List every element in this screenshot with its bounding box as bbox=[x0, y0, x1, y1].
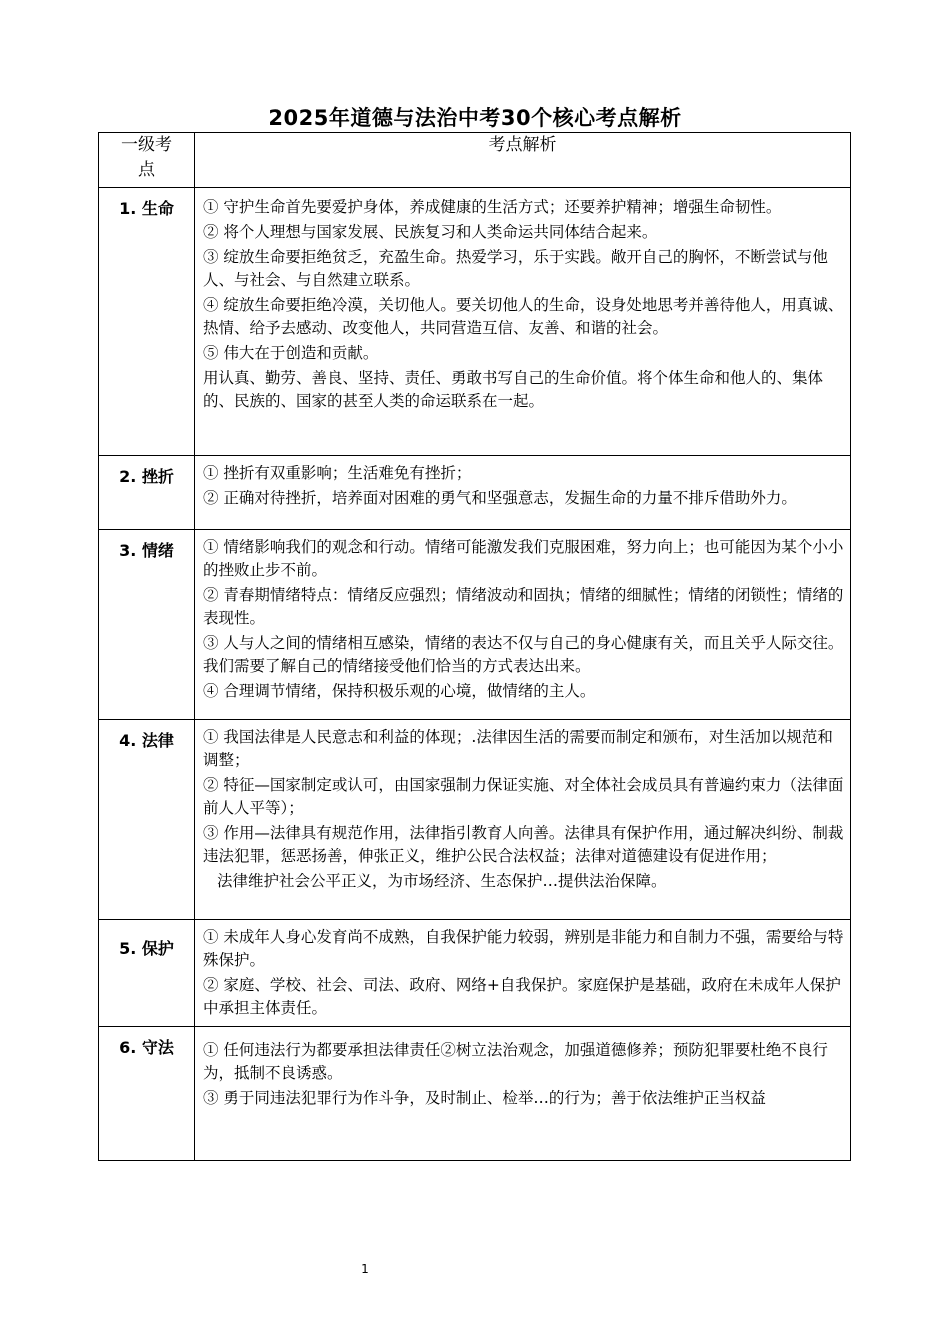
analysis-line: ③ 勇于同违法犯罪行为作斗争，及时制止、检举…的行为；善于依法维护正当权益 bbox=[203, 1089, 766, 1107]
analysis-line: ① 情绪影响我们的观念和行动。情绪可能激发我们克服困难，努力向上；也可能因为某个小小的挫败止步不前。 bbox=[203, 538, 844, 579]
page-title: 2025年道德与法治中考30个核心考点解析 bbox=[268, 106, 682, 130]
category-cell: 3. 情绪 bbox=[99, 530, 195, 720]
category-cell: 5. 保护 bbox=[99, 920, 195, 1027]
analysis-line: ② 特征—国家制定或认可，由国家强制力保证实施、对全体社会成员具有普遍约束力（法律面前人人平等）； bbox=[203, 776, 844, 817]
analysis-line: ③ 人与人之间的情绪相互感染，情绪的表达不仅与自己的身心健康有关，而且关乎人际交往。我们需要了解自己的情绪接受他们恰当的方式表达出来。 bbox=[203, 634, 844, 675]
table-row bbox=[99, 920, 851, 1027]
analysis-line: ① 挫折有双重影响；生活难免有挫折； bbox=[203, 464, 472, 482]
category-cell: 1. 生命 bbox=[99, 188, 195, 456]
analysis-line: 法律维护社会公平正义，为市场经济、生态保护…提供法治保障。 bbox=[217, 872, 667, 890]
analysis-cell bbox=[195, 530, 851, 720]
table-row bbox=[99, 530, 851, 720]
analysis-line: ② 正确对待挫折，培养面对困难的勇气和坚强意志，发掘生命的力量不排斥借助外力。 bbox=[203, 489, 797, 507]
header-category: 一级考点 bbox=[99, 133, 195, 188]
analysis-line: ③ 绽放生命要拒绝贫乏，充盈生命。热爱学习，乐于实践。敞开自己的胸怀，不断尝试与他人、与社会、与自然建立联系。 bbox=[203, 248, 828, 289]
analysis-cell bbox=[195, 720, 851, 920]
category-cell: 6. 守法 bbox=[99, 1027, 195, 1161]
header-analysis: 考点解析 bbox=[195, 133, 851, 188]
analysis-line: ② 家庭、学校、社会、司法、政府、网络+自我保护。家庭保护是基础，政府在未成年人保护中承担主体责任。 bbox=[203, 976, 841, 1017]
analysis-line: 用认真、勤劳、善良、坚持、责任、勇敢书写自己的生命价值。将个体生命和他人的、集体的、民族的、国家的甚至人类的命运联系在一起。 bbox=[203, 369, 824, 410]
analysis-line: ② 青春期情绪特点：情绪反应强烈；情绪波动和固执；情绪的细腻性；情绪的闭锁性；情绪的表现性。 bbox=[203, 586, 844, 627]
analysis-line: ② 将个人理想与国家发展、民族复习和人类命运共同体结合起来。 bbox=[203, 223, 658, 241]
analysis-line: ① 我国法律是人民意志和利益的体现；.法律因生活的需要而制定和颁布，对生活加以规范和调整； bbox=[203, 728, 833, 769]
table-header-row bbox=[99, 133, 851, 188]
analysis-line: ① 未成年人身心发育尚不成熟，自我保护能力较弱，辨别是非能力和自制力不强，需要给与特殊保护。 bbox=[203, 928, 844, 969]
table-row bbox=[99, 188, 851, 456]
exam-points-table bbox=[98, 132, 851, 1161]
analysis-cell bbox=[195, 456, 851, 530]
analysis-cell bbox=[195, 1027, 851, 1161]
table-row bbox=[99, 1027, 851, 1161]
analysis-line: ① 任何违法行为都要承担法律责任②树立法治观念，加强道德修养；预防犯罪要杜绝不良行为，抵制不良诱惑。 bbox=[203, 1041, 828, 1082]
table-row bbox=[99, 456, 851, 530]
table-row bbox=[99, 720, 851, 920]
page-number: 1 bbox=[361, 1262, 369, 1276]
analysis-cell bbox=[195, 188, 851, 456]
analysis-line: ④ 合理调节情绪，保持积极乐观的心境，做情绪的主人。 bbox=[203, 682, 596, 700]
category-cell: 4. 法律 bbox=[99, 720, 195, 920]
category-cell: 2. 挫折 bbox=[99, 456, 195, 530]
analysis-line: ⑤ 伟大在于创造和贡献。 bbox=[203, 344, 379, 362]
analysis-line: ① 守护生命首先要爱护身体，养成健康的生活方式；还要养护精神；增强生命韧性。 bbox=[203, 198, 782, 216]
analysis-line: ④ 绽放生命要拒绝冷漠，关切他人。要关切他人的生命，设身处地思考并善待他人，用真诚、热情、给予去感动、改变他人，共同营造互信、友善、和谐的社会。 bbox=[203, 296, 844, 337]
analysis-cell bbox=[195, 920, 851, 1027]
analysis-line: ③ 作用—法律具有规范作用，法律指引教育人向善。法律具有保护作用，通过解决纠纷、制裁违法犯罪，惩恶扬善，伸张正义，维护公民合法权益；法律对道德建设有促进作用； bbox=[203, 824, 844, 865]
